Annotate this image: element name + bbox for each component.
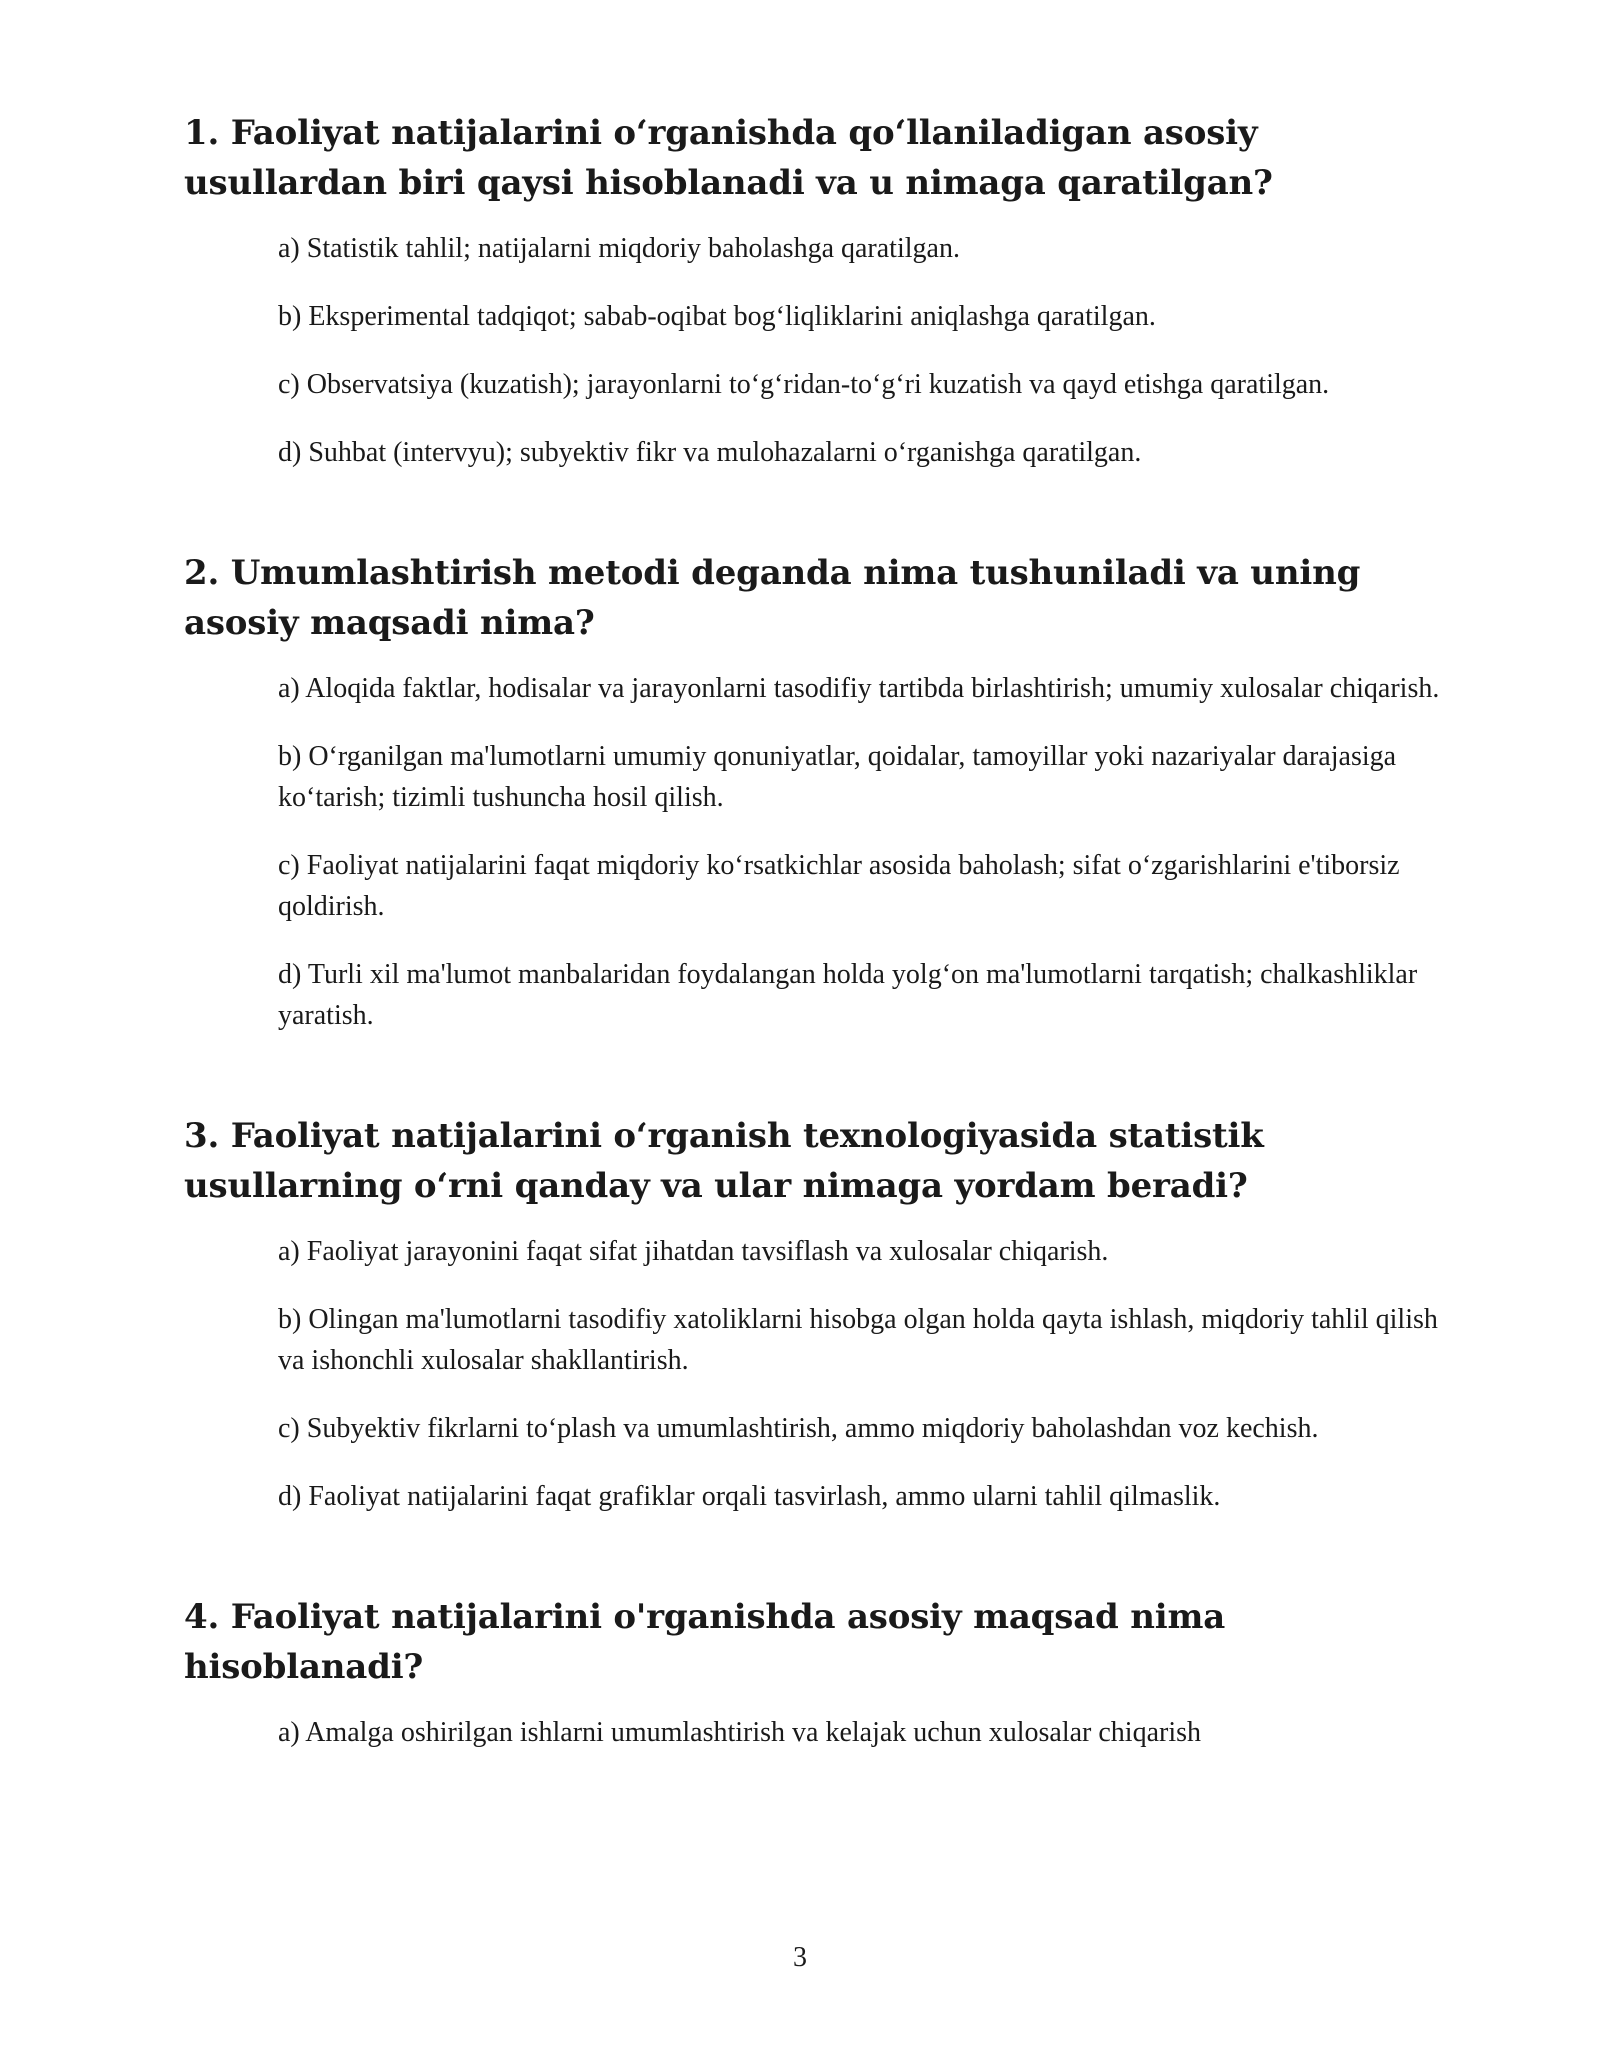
answer-options	[184, 228, 1470, 473]
page-content	[184, 108, 1470, 1753]
question-title: 2. Umumlashtirish metodi deganda nima tushuniladi va uning asosiy maqsadi nima?	[184, 553, 1361, 643]
answer-options	[184, 668, 1470, 1036]
answer-option-d: d) Faoliyat natijalarini faqat grafiklar orqali tasvirlash, ammo ularni tahlil qilmaslik.	[278, 1481, 1221, 1512]
question-title: 1. Faoliyat natijalarini o‘rganishda qo‘llaniladigan asosiy usullardan biri qaysi hisoblanadi va u nimaga qaratilgan?	[184, 113, 1273, 203]
answer-option-a: a) Statistik tahlil; natijalarni miqdoriy baholashga qaratilgan.	[278, 233, 960, 264]
answer-option-c: c) Faoliyat natijalarini faqat miqdoriy ko‘rsatkichlar asosida baholash; sifat o‘zgarishlarini e'tiborsiz qoldirish.	[278, 850, 1400, 922]
question-title: 4. Faoliyat natijalarini o'rganishda asosiy maqsad nima hisoblanadi?	[184, 1597, 1226, 1687]
answer-option-a: a) Faoliyat jarayonini faqat sifat jihatdan tavsiflash va xulosalar chiqarish.	[278, 1236, 1109, 1267]
question-3	[184, 1111, 1470, 1517]
answer-option-d: d) Suhbat (intervyu); subyektiv fikr va mulohazalarni o‘rganishga qaratilgan.	[278, 437, 1142, 468]
question-2	[184, 548, 1470, 1036]
answer-option-c: c) Observatsiya (kuzatish); jarayonlarni to‘g‘ridan-to‘g‘ri kuzatish va qayd etishga qaratilgan.	[278, 369, 1330, 400]
question-4	[184, 1592, 1470, 1753]
answer-option-d: d) Turli xil ma'lumot manbalaridan foydalangan holda yolg‘on ma'lumotlarni tarqatish; chalkashliklar yaratish.	[278, 959, 1418, 1031]
answer-option-a: a) Amalga oshirilgan ishlarni umumlashtirish va kelajak uchun xulosalar chiqarish	[278, 1717, 1202, 1748]
question-title: 3. Faoliyat natijalarini o‘rganish texnologiyasida statistik usullarning o‘rni qanday va ular nimaga yordam beradi?	[184, 1116, 1264, 1206]
page-number: 3	[793, 1942, 807, 1973]
answer-option-c: c) Subyektiv fikrlarni to‘plash va umumlashtirish, ammo miqdoriy baholashdan voz kechish.	[278, 1413, 1319, 1444]
answer-options	[184, 1231, 1470, 1517]
answer-option-b: b) Olingan ma'lumotlarni tasodifiy xatoliklarni hisobga olgan holda qayta ishlash, miqdoriy tahlil qilish va ishonchli xulosalar shakllantirish.	[278, 1304, 1438, 1376]
answer-option-a: a) Aloqida faktlar, hodisalar va jarayonlarni tasodifiy tartibda birlashtirish; umumiy xulosalar chiqarish.	[278, 673, 1440, 704]
question-1	[184, 108, 1470, 473]
answer-option-b: b) Eksperimental tadqiqot; sabab-oqibat bog‘liqliklarini aniqlashga qaratilgan.	[278, 301, 1156, 332]
answer-options	[184, 1712, 1470, 1753]
answer-option-b: b) O‘rganilgan ma'lumotlarni umumiy qonuniyatlar, qoidalar, tamoyillar yoki nazariyalar darajasiga ko‘tarish; tizimli tushuncha hosil qilish.	[278, 741, 1397, 813]
